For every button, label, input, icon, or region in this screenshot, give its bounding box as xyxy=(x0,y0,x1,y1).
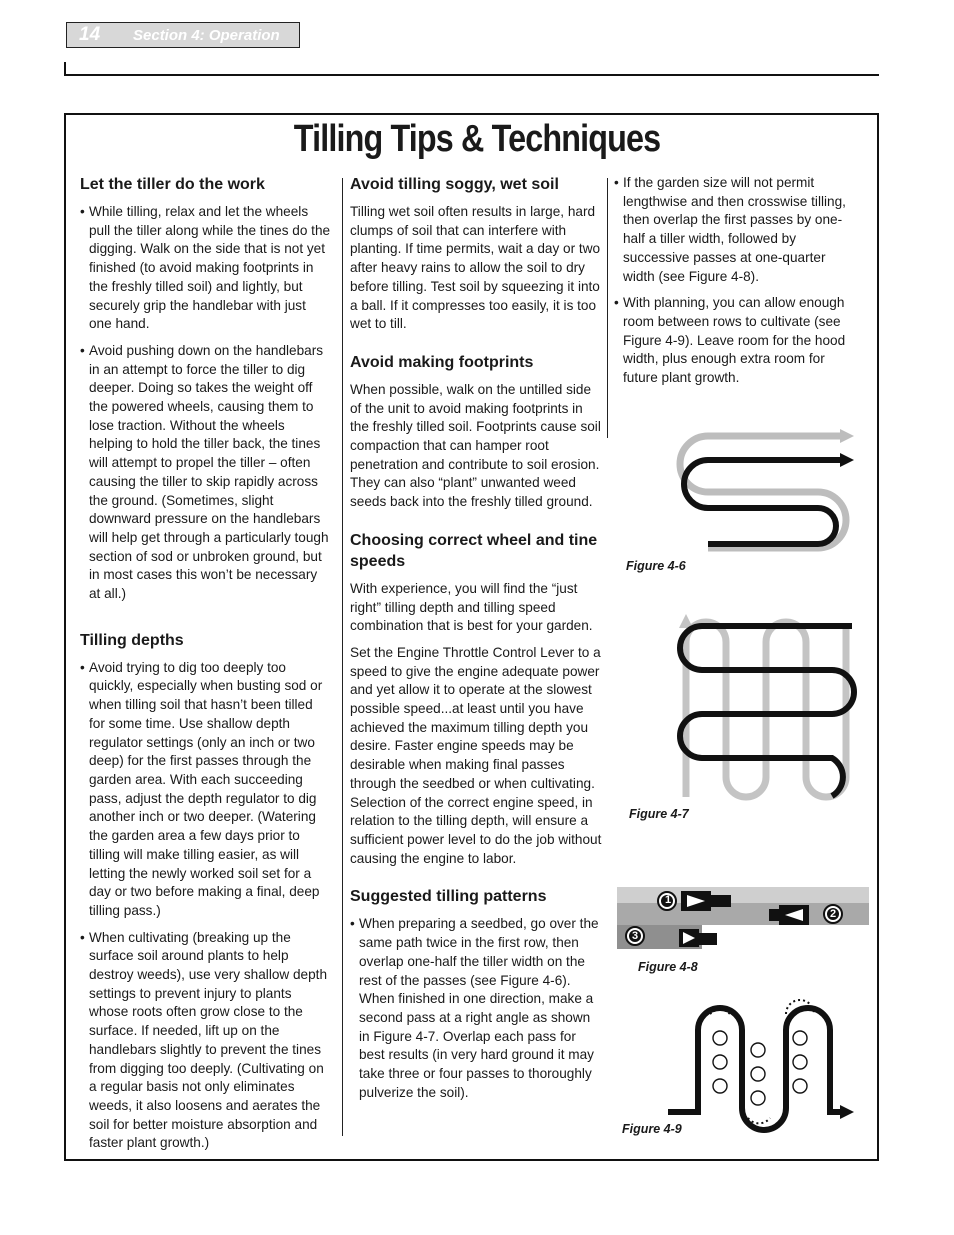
para-throttle: Set the Engine Throttle Control Lever to a speed to give the engine adequate power and yet allow it to operate at the slowest possible speed...at least until you have achieved the maximum tilling depth you desire. Faster engine speeds may be desirable when making final passes through the seedbed or when cultivating. Selection of the correct engine speed, in relation to the tilling depth, will ensure a sufficient power level to do the job without causing the engine to labor. xyxy=(350,644,602,866)
figure-4-8-caption: Figure 4-8 xyxy=(638,960,698,974)
figure-4-7-diagram xyxy=(672,612,862,802)
bullet-seedbed: • When preparing a seedbed, go over the same path twice in the first row, then overlap one-half the tiller width on the rest of the passes (see Figure 4-6). When finished in one direction, make a second pass at a right angle as shown in Figure 4-7. Overlap each pass for best results (in very hard ground it may take three or four passes to thoroughly pulverize the soil). xyxy=(350,915,604,1102)
column-2 xyxy=(350,174,604,1110)
bullet-garden-size: • If the garden size will not permit lengthwise and then crosswise tilling, then overlap the first passes by one-half a tiller width, followed by successive passes at one-quarter width (see Figure 4-8). xyxy=(614,174,859,286)
column-1 xyxy=(80,174,332,1161)
column-divider-1 xyxy=(342,178,343,1136)
figure-4-7-caption: Figure 4-7 xyxy=(629,807,689,821)
para-experience: With experience, you will find the “just right” tilling depth and tilling speed combination that is best for your garden. xyxy=(350,580,593,634)
figure-4-9-caption: Figure 4-9 xyxy=(622,1122,682,1136)
para-soggy-soil: Tilling wet soil often results in large, hard clumps of soil that can interfere with planting. If time permits, wait a day or two after heavy rains to allow the soil to dry before tilling. Test soil by squeezing it into a ball. If it compresses too easily, it is too wet to till. xyxy=(350,204,601,332)
para-footprints: When possible, walk on the untilled side of the unit to avoid making footprints in the freshly tilled soil. Footprints cause soil compaction that can hamper root penetration and contribute to soil erosion. They can also “plant” unwanted weed seeds back into the freshly tilled ground. xyxy=(350,381,601,510)
heading-tilling-patterns: Suggested tilling patterns xyxy=(350,888,547,906)
bullet-planning: • With planning, you can allow enough room between rows to cultivate (see Figure 4-9). Leave room for the hood width, plus enough extra room for future plant growth. xyxy=(614,294,859,388)
figure-4-6-diagram xyxy=(668,424,858,554)
heading-footprints: Avoid making footprints xyxy=(350,353,534,371)
header-rule xyxy=(64,74,879,76)
page-title: Tilling Tips & Techniques xyxy=(293,118,661,160)
heading-wheel-tine-speeds: Choosing correct wheel and tine speeds xyxy=(350,531,598,570)
bullet-cultivating: • When cultivating (breaking up the surface soil around plants to help destroy weeds), use very shallow depth settings to prevent injury to plants whose roots often grow close to the surface. If needed, lift up on the handlebars slightly to prevent the tines from digging too deeply. (Cultivating on a regular basis not only eliminates weeds, it also loosens and aerates the soil for better moisture absorption and faster plant growth.) xyxy=(80,929,332,1153)
bullet-avoid-pushing: • Avoid pushing down on the handlebars in an attempt to force the tiller to dig deeper. Doing so takes the weight off the powered wheels, causing them to lose traction. Without the wheels helping to hold the tiller back, the tines will attempt to propel the tiller – often causing the tiller to skip rapidly across the ground. (Sometimes, slight downward pressure on the handlebars will help get through a particularly tough section of sod or unbroken ground, but in most cases this won’t be necessary at all.) xyxy=(80,342,332,604)
figure-4-8-marker-1: 1 xyxy=(664,894,672,906)
heading-let-tiller-work: Let the tiller do the work xyxy=(80,176,265,193)
figure-4-9-diagram xyxy=(660,1010,860,1130)
column-3 xyxy=(614,174,859,396)
section-header-tab xyxy=(66,22,300,48)
heading-soggy-soil: Avoid tilling soggy, wet soil xyxy=(350,176,559,193)
section-title: Section 4: Operation xyxy=(133,27,280,44)
page-number: 14 xyxy=(79,24,101,45)
figure-4-6-caption: Figure 4-6 xyxy=(626,559,686,573)
bullet-relax: • While tilling, relax and let the wheels pull the tiller along while the tines do the digging. Walk on the side that is not yet finished (to avoid making footprints in the freshly tilled soil) and lightly, but securely grip the handlebar with just one hand. xyxy=(80,203,332,334)
figure-4-8-marker-2: 2 xyxy=(829,908,837,920)
figure-4-8-marker-3: 3 xyxy=(631,930,639,942)
bullet-dig-depth: • Avoid trying to dig too deeply too quickly, especially when busting sod or when tilling soil that hasn’t been tilled for some time. Use shallow depth regulator settings (only an inch or two deep) for the first passes through the garden area. With each succeeding pass, adjust the depth regulator to dig another inch or two deeper. (Watering the garden area a few days prior to tilling will make tilling easier, as will letting the newly worked soil set for a day or two before making a final, deep tilling pass.) xyxy=(80,659,332,921)
heading-tilling-depths: Tilling depths xyxy=(80,631,184,649)
column-divider-2 xyxy=(607,178,608,438)
